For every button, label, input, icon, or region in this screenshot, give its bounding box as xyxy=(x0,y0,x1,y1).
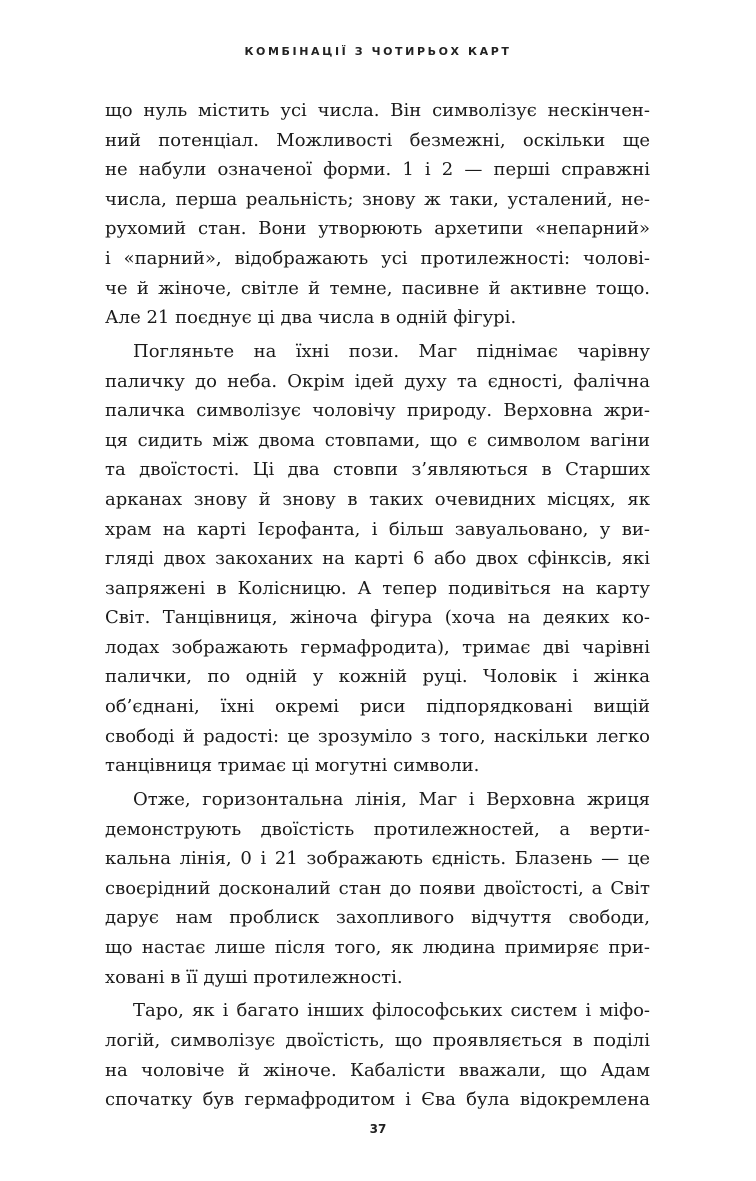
text-line: логій, символізує двоїстість, що проявляється в поділі xyxy=(105,1029,650,1051)
text-line: демонструють двоїстість протилежностей, а верти- xyxy=(105,818,650,840)
text-line: танцівниця тримає ці могутні символи. xyxy=(105,755,480,777)
text-line: на чоловіче й жіноче. Кабалісти вважали, що Адам xyxy=(105,1059,650,1081)
text-line: запряжені в Колісницю. А тепер подивіться на карту xyxy=(105,577,650,599)
text-line: ний потенціал. Можливості безмежні, оскільки ще xyxy=(105,129,650,151)
paragraph xyxy=(105,996,650,1114)
text-line: лодах зображають гермафродита), тримає дві чарівні xyxy=(105,636,650,658)
text-line: об’єднані, їхні окремі риси підпорядковані вищій xyxy=(105,696,650,718)
page-number: 37 xyxy=(369,1122,387,1136)
text-line: паличка символізує чоловічу природу. Верховна жри- xyxy=(105,400,650,422)
paragraph xyxy=(105,785,650,992)
text-line: храм на карті Ієрофанта, і більш завуальовано, у ви- xyxy=(105,518,650,540)
paragraph xyxy=(105,96,650,333)
text-line: рухомий стан. Вони утворюють архетипи «непарний» xyxy=(105,218,650,240)
text-line: че й жіноче, світле й темне, пасивне й активне тощо. xyxy=(105,277,650,299)
text-line: і «парний», відображають усі протилежності: чолові- xyxy=(105,247,650,269)
text-line: числа, перша реальність; знову ж таки, усталений, не- xyxy=(105,188,650,210)
body-text xyxy=(105,96,650,1115)
text-line: що настає лише після того, як людина примиряє при- xyxy=(105,937,650,958)
text-line: паличку до неба. Окрім ідей духу та єдності, фалічна xyxy=(105,370,650,392)
text-line: не набули означеної форми. 1 і 2 — перші справжні xyxy=(105,159,650,181)
text-line: Погляньте на їхні пози. Маг піднімає чарівну xyxy=(133,340,650,362)
text-line: спочатку був гермафродитом і Єва була відокремлена xyxy=(105,1089,650,1111)
text-line: свободі й радості: це зрозуміло з того, наскільки легко xyxy=(105,725,650,747)
text-line: ховані в її душі протилежності. xyxy=(105,966,403,988)
text-line: своєрідний досконалий стан до появи двоїстості, а Світ xyxy=(105,877,650,899)
text-line: кальна лінія, 0 і 21 зображають єдність. Блазень — це xyxy=(105,848,650,870)
text-line: Але 21 поєднує ці два числа в одній фігурі. xyxy=(105,307,517,329)
text-line: арканах знову й знову в таких очевидних місцях, як xyxy=(105,488,650,510)
text-line: гляді двох закоханих на карті 6 або двох сфінксів, які xyxy=(105,548,650,570)
text-line: та двоїстості. Ці два стовпи з’являються в Старших xyxy=(105,459,650,481)
text-line: дарує нам проблиск захопливого відчуття свободи, xyxy=(105,907,650,929)
text-line: Світ. Танцівниця, жіноча фігура (хоча на деяких ко- xyxy=(105,607,650,629)
text-line: палички, по одній у кожній руці. Чоловік і жінка xyxy=(105,666,650,688)
running-header: КОМБІНАЦІЇ З ЧОТИРЬОХ КАРТ xyxy=(244,45,512,58)
text-line: що нуль містить усі числа. Він символізує нескінчен- xyxy=(105,100,650,121)
text-line: Отже, горизонтальна лінія, Маг і Верховна жриця xyxy=(133,789,650,811)
paragraph xyxy=(105,337,650,781)
text-line: Таро, як і багато інших філософських систем і міфо- xyxy=(133,1000,650,1022)
text-line: ця сидить між двома стовпами, що є символом вагіни xyxy=(105,429,650,451)
